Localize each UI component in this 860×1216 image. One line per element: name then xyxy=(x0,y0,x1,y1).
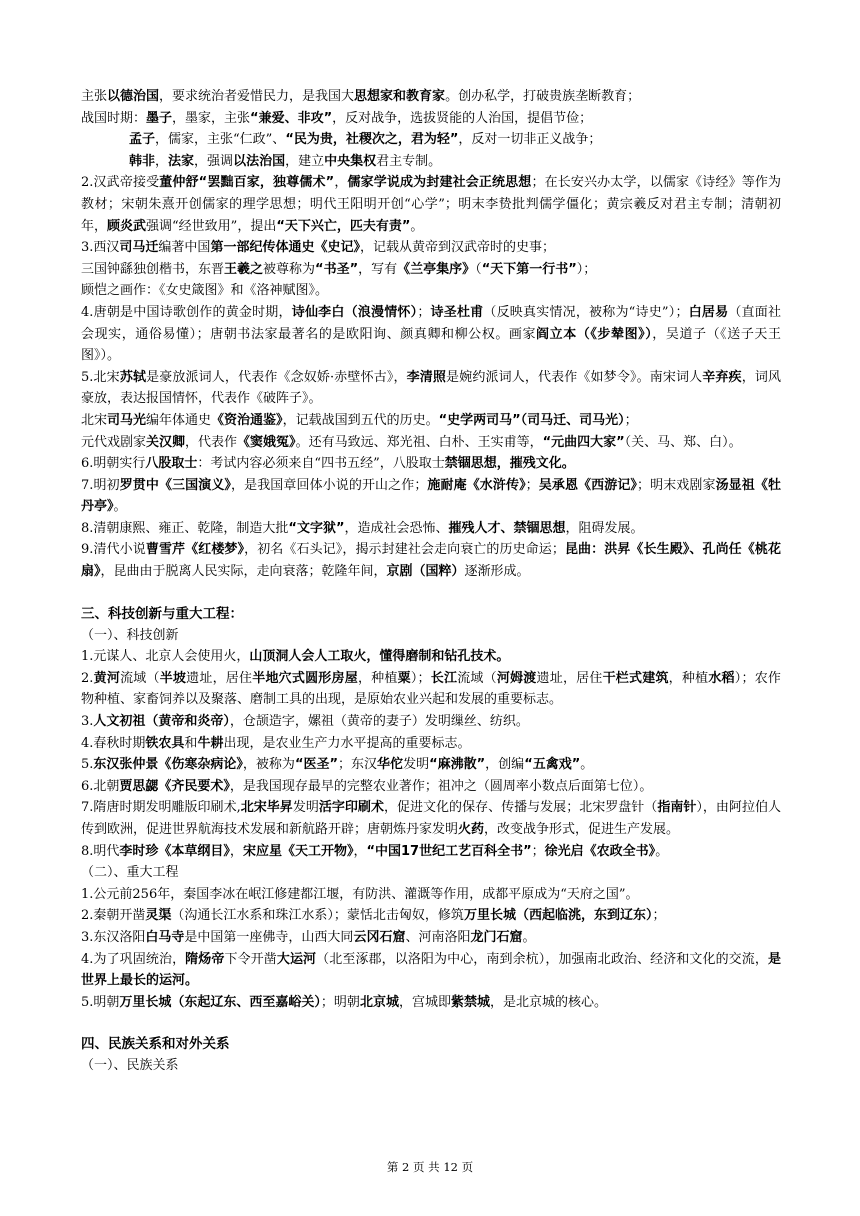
section-3-subtitle-2: （二）、重大工程 xyxy=(81,865,179,881)
paragraph: 3.人文初祖（黄帝和炎帝），仓颉造字，嫘祖（黄帝的妻子）发明缫丝、纺织。 xyxy=(81,714,529,730)
tech-innovation-list xyxy=(81,646,781,862)
paragraph: 顾恺之画作：《女史箴图》和《洛神赋图》。 xyxy=(81,283,329,299)
paragraph: 8.清朝康熙、雍正、乾隆，制造大批“文字狱”，造成社会恐怖、摧残人才、禁锢思想，阻碍发展。 xyxy=(81,520,644,536)
section-4-title: 四、民族关系和对外关系 xyxy=(81,1036,230,1053)
paragraph: 2.黄河流域（半坡遗址，居住半地穴式圆形房屋，种植粟）；长江流域（河姆渡遗址，居住干栏式建筑，种植水稻）；农作物种植、家畜饲养以及聚落、磨制工具的出现，是原始农业兴起和发展的重要标志。 xyxy=(81,670,781,708)
paragraph: 4.春秋时期铁农具和牛耕出现，是农业生产力水平提高的重要标志。 xyxy=(81,735,471,751)
section-3-title: 三、科技创新与重大工程： xyxy=(81,605,243,622)
spacer xyxy=(81,583,781,603)
paragraph: 4.唐朝是中国诗歌创作的黄金时期，诗仙李白（浪漫情怀）；诗圣杜甫（反映真实情况，被称为“诗史”）；白居易（直面社会现实，通俗易懂）；唐朝书法家最著名的是欧阳询、颜真卿和柳公权。画家阎立本（《步辇图》），吴道子（《送子天王图》）。 xyxy=(81,304,781,364)
paragraph: 9.清代小说曹雪芹《红楼梦》，初名《石头记》，揭示封建社会走向衰亡的历史命运；昆曲：洪昇《长生殿》、孔尚任《桃花扇》，昆曲由于脱离人民实际，走向衰落；乾隆年间，京剧（国粹）逐渐形成。 xyxy=(81,542,781,580)
paragraph: 4.为了巩固统治，隋炀帝下令开凿大运河（北至涿郡，以洛阳为中心，南到余杭），加强南北政治、经济和文化的交流，是世界上最长的运河。 xyxy=(81,951,781,989)
paragraph: 8.明代李时珍《本草纲目》，宋应星《天工开物》，“中国17世纪工艺百科全书”；徐光启《农政全书》。 xyxy=(81,843,669,859)
paragraph: 6.明朝实行八股取士：考试内容必须来自“四书五经”，八股取士禁锢思想，摧残文化。 xyxy=(81,456,575,472)
paragraph: 3.西汉司马迁编著中国第一部纪传体通史《史记》，记载从黄帝到汉武帝时的史事； xyxy=(81,240,555,256)
paragraph: 2.秦朝开凿灵渠（沟通长江水系和珠江水系）；蒙恬北击匈奴，修筑万里长城（西起临洮，东到辽东）； xyxy=(81,908,666,924)
part2-continued xyxy=(81,86,781,583)
paragraph: 7.明初罗贯中《三国演义》，是我国章回体小说的开山之作；施耐庵《水浒传》；吴承恩《西游记》；明末戏剧家汤显祖《牡丹亭》。 xyxy=(81,477,781,515)
paragraph: 1.元谋人、北京人会使用火，山顶洞人会人工取火，懂得磨制和钻孔技术。 xyxy=(81,649,510,665)
major-projects-list xyxy=(81,884,781,1014)
paragraph: 战国时期：墨子，墨家，主张“兼爱、非攻”，反对战争，选拔贤能的人治国，提倡节俭； xyxy=(81,110,593,126)
paragraph: 5.北宋苏轼是豪放派词人，代表作《念奴娇·赤壁怀古》，李清照是婉约派词人，代表作《如梦令》。南宋词人辛弃疾，词风豪放，表达报国情怀，代表作《破阵子》。 xyxy=(81,369,781,407)
paragraph: 6.北朝贾思勰《齐民要术》，是我国现存最早的完整农业著作；祖冲之（圆周率小数点后面第七位）。 xyxy=(81,778,653,794)
paragraph: 3.东汉洛阳白马寺是中国第一座佛寺，山西大同云冈石窟、河南洛阳龙门石窟。 xyxy=(81,929,536,945)
paragraph: 1.公元前256年，秦国李冰在岷江修建都江堰，有防洪、灌溉等作用，成都平原成为“天府之国”。 xyxy=(81,886,639,902)
section-4-subtitle-1: （一）、民族关系 xyxy=(81,1058,179,1074)
spacer xyxy=(81,1013,781,1033)
paragraph: 5.东汉张仲景《伤寒杂病论》，被称为“医圣”；东汉华佗发明“麻沸散”，创编“五禽戏”。 xyxy=(81,757,594,773)
paragraph: 孟子，儒家，主张“仁政”、“民为贵，社稷次之，君为轻”，反对一切非正义战争； xyxy=(129,132,602,148)
section-3-subtitle-1: （一）、科技创新 xyxy=(81,627,179,643)
paragraph: 主张以德治国，要求统治者爱惜民力，是我国大思想家和教育家。创办私学，打破贵族垄断教育； xyxy=(81,89,641,104)
page-footer: 第 2 页 共 12 页 xyxy=(386,1160,474,1174)
paragraph: 2.汉武帝接受董仲舒“罢黜百家，独尊儒术”，儒家学说成为封建社会正统思想；在长安兴办太学，以儒家《诗经》等作为教材；宋朝朱熹开创儒家的理学思想；明代王阳明开创“心学”；明末李贽批判儒学僵化；黄宗羲反对君主专制；清朝初年，顾炎武强调“经世致用”，提出“天下兴亡，匹夫有责”。 xyxy=(81,175,781,234)
document-page xyxy=(81,86,781,1077)
paragraph: 元代戏剧家关汉卿，代表作《窦娥冤》。还有马致远、郑光祖、白朴、王实甫等，“元曲四大家”（关、马、郑、白）。 xyxy=(81,434,742,450)
paragraph: 北宋司马光编年体通史《资治通鉴》，记载战国到五代的历史。“史学两司马”（司马迁、司马光）； xyxy=(81,412,638,428)
paragraph: 韩非，法家，强调以法治国，建立中央集权君主专制。 xyxy=(129,153,442,169)
paragraph: 三国钟繇独创楷书，东晋王羲之被尊称为“书圣”，写有《兰亭集序》（“天下第一行书”）； xyxy=(81,261,597,277)
paragraph: 5.明朝万里长城（东起辽东、西至嘉峪关）；明朝北京城，宫城即紫禁城，是北京城的核心。 xyxy=(81,994,607,1010)
paragraph: 7.隋唐时期发明雕版印刷术,北宋毕昇发明活字印刷术，促进文化的保存、传播与发展；北宋罗盘针（指南针），由阿拉伯人传到欧洲，促进世界航海技术发展和新航路开辟；唐朝炼丹家发明火药，改变战争形式，促进生产发展。 xyxy=(81,800,781,837)
